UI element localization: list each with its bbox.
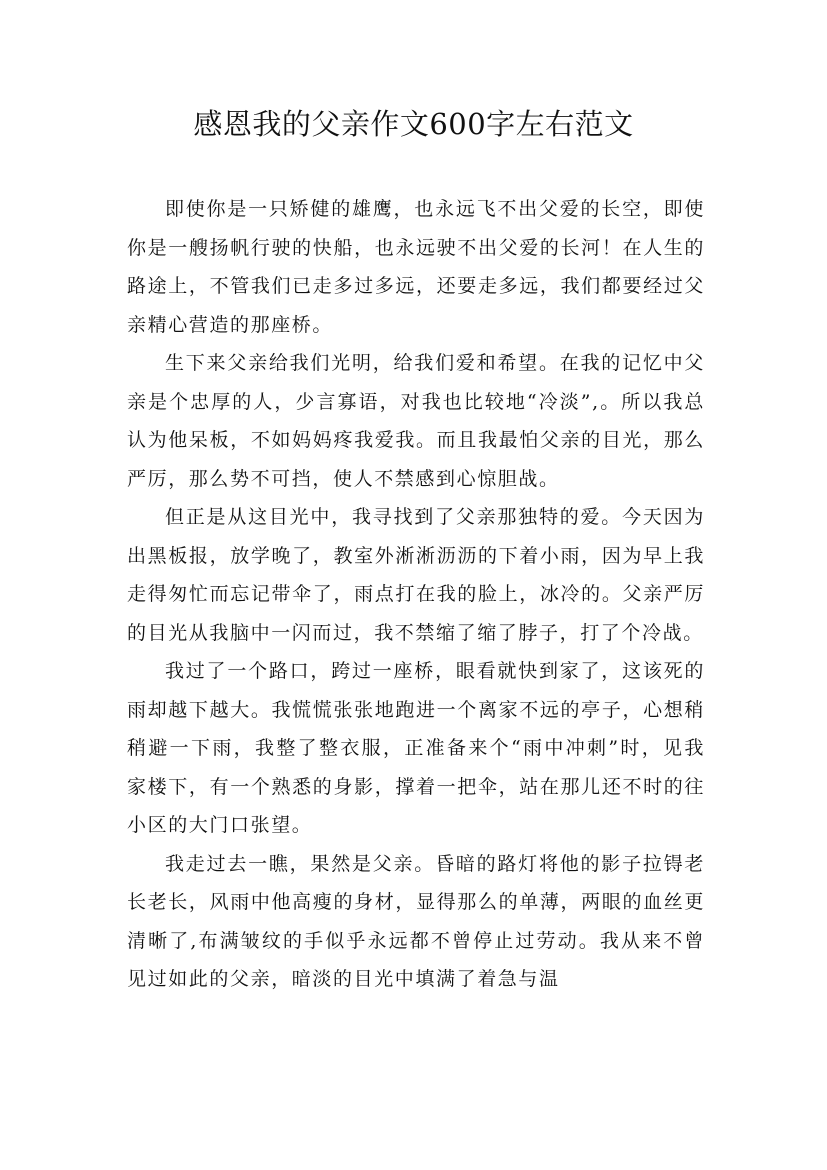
paragraph-3: 但正是从这目光中，我寻找到了父亲那独特的爱。今天因为出黑板报，放学晚了，教室外淅淅沥沥的下着小雨，因为早上我走得匆忙而忘记带伞了，雨点打在我的脸上，冰冷的。父亲严厉的目光从我脑中一闪而过，我不禁缩了缩了脖子，打了个冷战。 xyxy=(127,506,705,644)
document-body xyxy=(127,190,705,999)
paragraph-4: 我过了一个路口，跨过一座桥，眼看就快到家了，这该死的雨却越下越大。我慌慌张张地跑进一个离家不远的亭子，心想稍稍避一下雨，我整了整衣服，正准备来个“雨中冲刺”时，见我家楼下，有一个熟悉的身影，撑着一把伞，站在那儿还不时的往小区的大门口张望。 xyxy=(127,660,705,836)
paragraph-2: 生下来父亲给我们光明，给我们爱和希望。在我的记忆中父亲是个忠厚的人，少言寡语，对我也比较地“冷淡”,。所以我总认为他呆板，不如妈妈疼我爱我。而且我最怕父亲的目光，那么严厉，那么势不可挡，使人不禁感到心惊胆战。 xyxy=(127,352,705,490)
document-title: 感恩我的父亲作文600字左右范文 xyxy=(193,107,634,141)
paragraph-1: 即使你是一只矫健的雄鹰，也永远飞不出父爱的长空，即使你是一艘扬帆行驶的快船，也永远驶不出父爱的长河！在人生的路途上，不管我们已走多过多远，还要走多远，我们都要经过父亲精心营造的那座桥。 xyxy=(127,198,705,336)
paragraph-5: 我走过去一瞧，果然是父亲。昏暗的路灯将他的影子拉锝老长老长，风雨中他高瘦的身材，显得那么的单薄，两眼的血丝更清晰了,布满皱纹的手似乎永远都不曾停止过劳动。我从来不曾见过如此的父亲，暗淡的目光中填满了着急与温 xyxy=(127,852,705,990)
